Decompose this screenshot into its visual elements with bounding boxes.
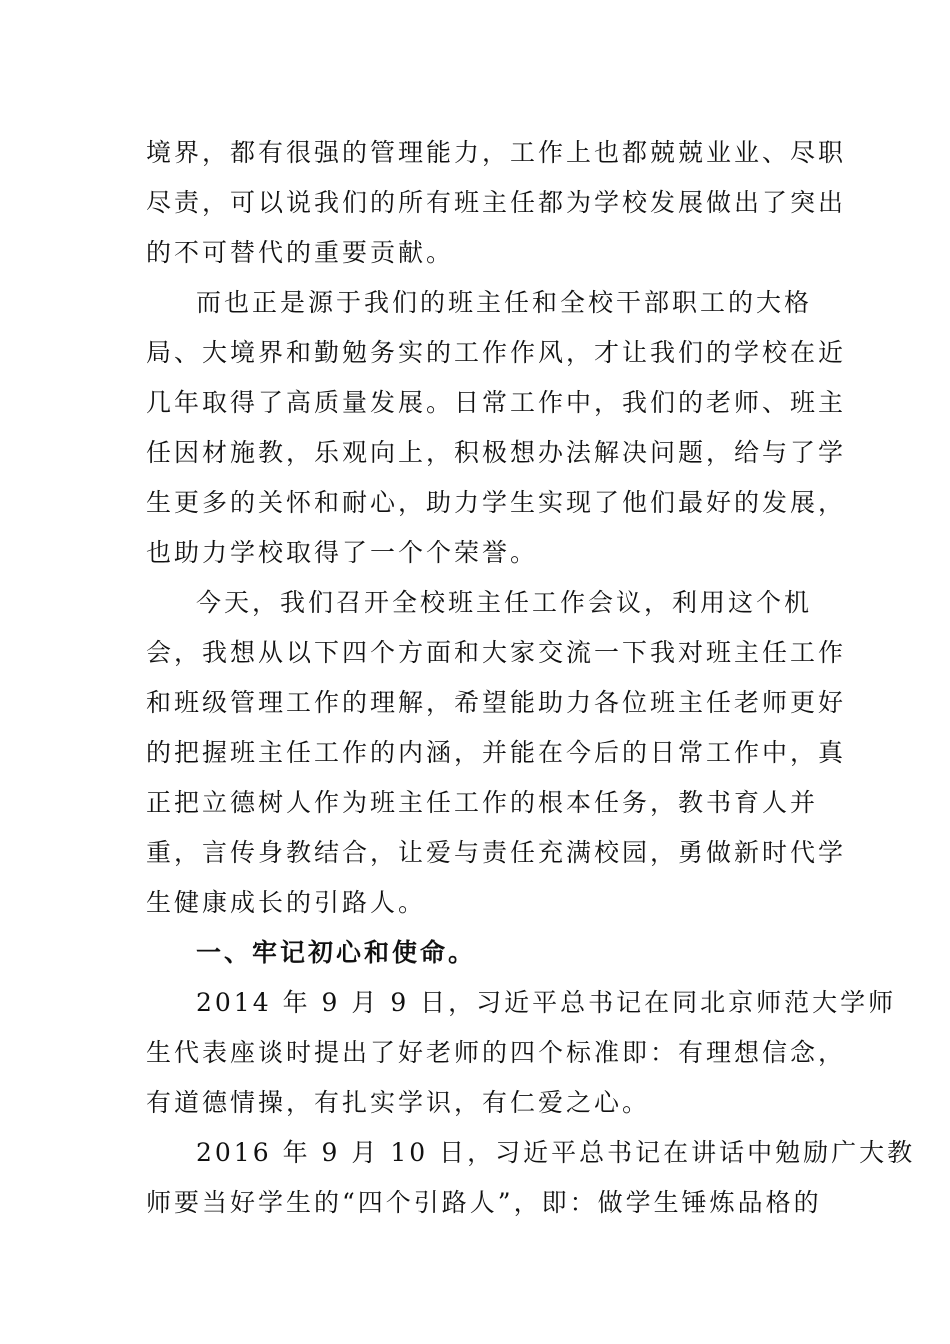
text-line: 重，言传身教结合，让爱与责任充满校园，勇做新时代学: [146, 838, 847, 867]
text-line: 境界，都有很强的管理能力，工作上也都兢兢业业、尽职: [146, 138, 847, 167]
paragraph-first-line: 而也正是源于我们的班主任和全校干部职工的大格: [196, 288, 813, 317]
paragraph-first-line: 今天，我们召开全校班主任工作会议，利用这个机: [196, 588, 813, 617]
paragraph-first-line: 2014 年 9 月 9 日，习近平总书记在同北京师范大学师: [196, 988, 897, 1017]
text-line: 的不可替代的重要贡献。: [146, 238, 455, 267]
text-line: 尽责，可以说我们的所有班主任都为学校发展做出了突出: [146, 188, 847, 217]
text-line: 生更多的关怀和耐心，助力学生实现了他们最好的发展，: [146, 488, 847, 517]
section-heading: 一、牢记初心和使命。: [196, 938, 477, 967]
text-line: 局、大境界和勤勉务实的工作作风，才让我们的学校在近: [146, 338, 847, 367]
text-line: 任因材施教，乐观向上，积极想办法解决问题，给与了学: [146, 438, 847, 467]
text-line: 生代表座谈时提出了好老师的四个标准即：有理想信念，: [146, 1038, 847, 1067]
text-line: 几年取得了高质量发展。日常工作中，我们的老师、班主: [146, 388, 847, 417]
paragraph-first-line: 2016 年 9 月 10 日，习近平总书记在讲话中勉励广大教: [196, 1138, 916, 1167]
text-line: 正把立德树人作为班主任工作的根本任务，教书育人并: [146, 788, 819, 817]
text-line: 会，我想从以下四个方面和大家交流一下我对班主任工作: [146, 638, 847, 667]
text-line: 师要当好学生的“四个引路人”，即：做学生锤炼品格的: [146, 1188, 822, 1217]
text-line: 和班级管理工作的理解，希望能助力各位班主任老师更好: [146, 688, 847, 717]
text-line: 也助力学校取得了一个个荣誉。: [146, 538, 539, 567]
text-line: 生健康成长的引路人。: [146, 888, 427, 917]
text-line: 的把握班主任工作的内涵，并能在今后的日常工作中，真: [146, 738, 847, 767]
text-line: 有道德情操，有扎实学识，有仁爱之心。: [146, 1088, 651, 1117]
